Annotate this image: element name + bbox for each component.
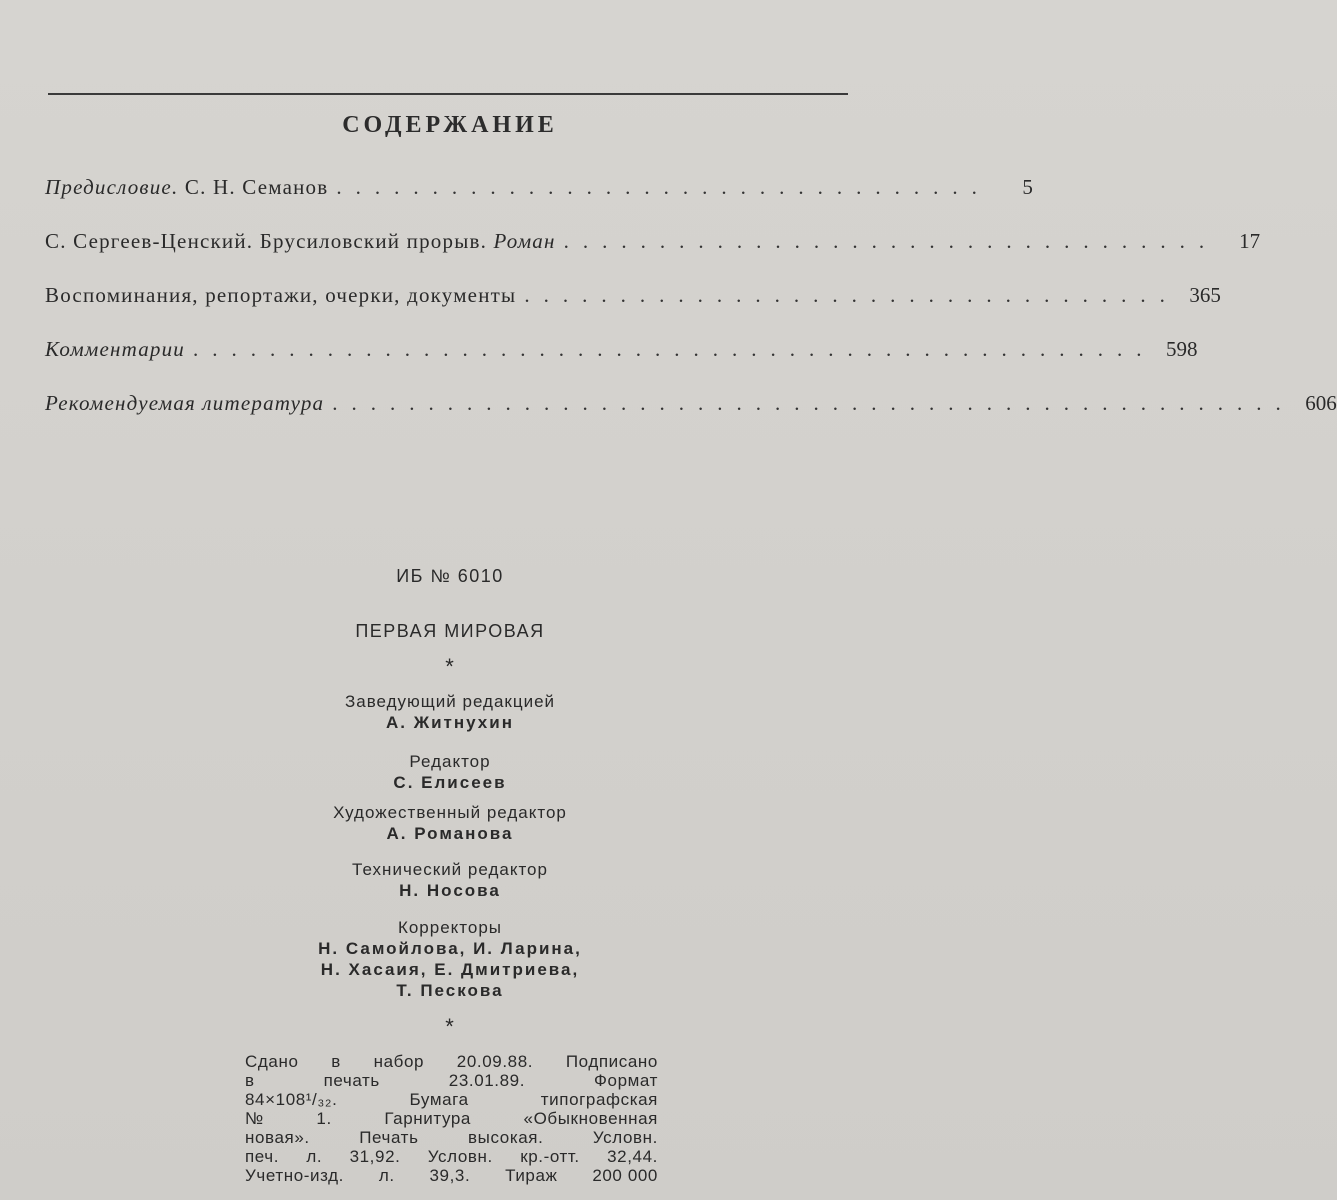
toc-entry-title: С. Сергеев-Ценский. Брусиловский прорыв. <box>45 229 494 253</box>
role-name: С. Елисеев <box>393 773 507 792</box>
role-label: Корректоры <box>397 918 503 937</box>
table-of-contents <box>45 175 1337 445</box>
toc-entry-genre: Роман <box>493 229 556 253</box>
colophon-line: 84×108¹/₃₂. Бумага типографская <box>245 1090 658 1109</box>
toc-entry-memoirs <box>45 283 1221 337</box>
toc-entry-page: 606 <box>1305 391 1337 415</box>
toc-entry-novel <box>45 229 1261 283</box>
colophon <box>245 1052 658 1185</box>
toc-entry-title-italic: Предисловие. <box>45 175 179 199</box>
role-label: Художественный редактор <box>333 803 567 822</box>
role-label: Заведующий редакцией <box>344 692 556 711</box>
toc-entry-page: 365 <box>1189 283 1221 307</box>
toc-leader-dots: .................................................. <box>193 337 1156 361</box>
toc-entry-author: С. Н. Семанов <box>178 175 329 199</box>
toc-entry-title: Рекомендуемая литература <box>45 391 325 415</box>
separator-asterisk: * <box>445 654 455 679</box>
colophon-line: печ. л. 31,92. Условн. кр.-отт. 32,44. <box>245 1147 658 1166</box>
role-name: Т. Пескова <box>396 981 504 1000</box>
toc-entry-page: 598 <box>1166 337 1198 361</box>
ib-number: ИБ № 6010 <box>396 566 504 586</box>
toc-leader-dots: .................................. <box>336 175 991 199</box>
toc-entry-literature <box>45 391 1337 445</box>
role-name: Н. Хасаия, Е. Дмитриева, <box>320 960 580 979</box>
colophon-line: № 1. Гарнитура «Обыкновенная <box>245 1109 658 1128</box>
toc-entry-commentary <box>45 337 1198 391</box>
colophon-line: в печать 23.01.89. Формат <box>245 1071 658 1090</box>
toc-entry-page: 5 <box>1022 175 1033 199</box>
book-title: ПЕРВАЯ МИРОВАЯ <box>355 621 545 641</box>
role-name: А. Житнухин <box>386 713 514 732</box>
colophon-line: новая». Печать высокая. Условн. <box>245 1128 658 1147</box>
toc-entry-title: Воспоминания, репортажи, очерки, документы <box>45 283 517 307</box>
role-name: Н. Носова <box>399 881 501 900</box>
top-rule <box>48 93 848 95</box>
colophon-line: Учетно-изд. л. 39,3. Тираж 200 000 <box>245 1166 658 1185</box>
toc-entry-title: Комментарии <box>45 337 186 361</box>
toc-leader-dots: .................................. <box>563 229 1219 253</box>
colophon-line: Сдано в набор 20.09.88. Подписано <box>245 1052 658 1071</box>
toc-leader-dots: .................................. <box>524 283 1179 307</box>
toc-entry-page: 17 <box>1239 229 1261 253</box>
toc-entry-preface <box>45 175 1033 229</box>
role-name: А. Романова <box>386 824 514 843</box>
separator-asterisk: * <box>445 1014 455 1039</box>
role-name: Н. Самойлова, И. Ларина, <box>318 939 582 958</box>
contents-heading: СОДЕРЖАНИЕ <box>342 112 558 138</box>
role-label: Технический редактор <box>352 860 548 879</box>
role-label: Редактор <box>409 752 491 771</box>
toc-leader-dots: .................................................. <box>332 391 1295 415</box>
